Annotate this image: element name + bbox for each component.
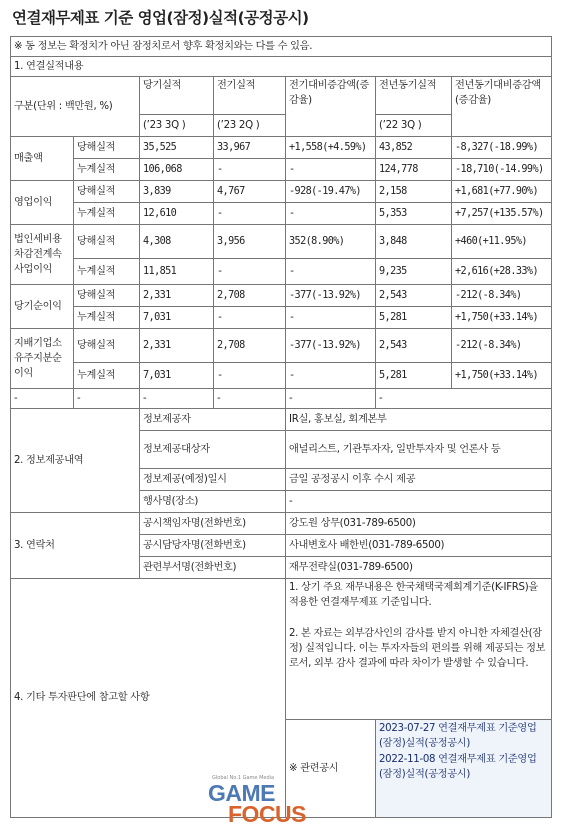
value-cell: -: [214, 203, 286, 225]
value-cell: +2,616(+28.33%): [452, 259, 552, 285]
value-cell: -8,327(-18.99%): [452, 137, 552, 159]
row-label: 지배기업소유주지분순이익: [11, 329, 74, 389]
info-value: 애널리스트, 기관투자자, 일반투자자 및 언론사 등: [286, 431, 552, 469]
contact-label: 공시책임자명(전화번호): [140, 513, 286, 535]
value-cell: 2,331: [140, 285, 214, 307]
section-1-title: 1. 연결실적내용: [11, 57, 552, 77]
period-cell: 누계실적: [74, 259, 140, 285]
dash-cell: -: [214, 389, 286, 409]
value-cell: 3,848: [376, 225, 452, 259]
contact-value: 강도원 상무(031-789-6500): [286, 513, 552, 535]
header-current: 당기실적: [140, 77, 214, 115]
dash-cell: -: [11, 389, 74, 409]
period-cell: 당해실적: [74, 137, 140, 159]
page-title: 연결재무제표 기준 영업(잠정)실적(공정공시): [12, 9, 309, 27]
info-value: 금일 공정공시 이후 수시 제공: [286, 469, 552, 491]
header-yoy-change: 전년동기대비증감액(증감율): [452, 77, 552, 137]
header-yoy-period: 전년동기실적: [376, 77, 452, 115]
value-cell: -377(-13.92%): [286, 329, 376, 363]
note-2: 2. 본 자료는 외부감사인의 감사를 받지 아니한 자체결산(잠정) 실적입니다. 이는 투자자들의 편의를 위해 제공되는 정보로서, 외부 감사 결과에 따라 차이가 발생할 수 있습니다.: [289, 627, 546, 670]
value-cell: 5,281: [376, 307, 452, 329]
related-link-2[interactable]: 2022-11-08 연결재무제표 기준영업(잠정)실적(공정공시): [379, 753, 537, 780]
period-cell: 누계실적: [74, 159, 140, 181]
value-cell: -: [286, 307, 376, 329]
notice-text: ※ 동 정보는 확정치가 아닌 잠정치로서 향후 확정치와는 다를 수 있음.: [11, 37, 552, 57]
info-label: 정보제공대상자: [140, 431, 286, 469]
contact-value: 사내변호사 배한빈(031-789-6500): [286, 535, 552, 557]
value-cell: 43,852: [376, 137, 452, 159]
notes-cell: [286, 579, 552, 720]
dash-cell: -: [140, 389, 214, 409]
value-cell: 11,851: [140, 259, 214, 285]
value-cell: -212(-8.34%): [452, 329, 552, 363]
section-2-title: 2. 정보제공내역: [11, 409, 140, 513]
contact-value: 재무전략실(031-789-6500): [286, 557, 552, 579]
value-cell: +1,750(+33.14%): [452, 363, 552, 389]
note-1: 1. 상기 주요 재무내용은 한국채택국제회계기준(K-IFRS)을 적용한 연결재무제표 기준입니다.: [289, 582, 538, 609]
period-cell: 당해실적: [74, 225, 140, 259]
value-cell: -212(-8.34%): [452, 285, 552, 307]
header-category: 구분(단위 : 백만원, %): [11, 77, 140, 137]
value-cell: 35,525: [140, 137, 214, 159]
value-cell: -: [214, 363, 286, 389]
value-cell: -18,710(-14.99%): [452, 159, 552, 181]
value-cell: 4,308: [140, 225, 214, 259]
value-cell: +7,257(+135.57%): [452, 203, 552, 225]
value-cell: -928(-19.47%): [286, 181, 376, 203]
related-label: ※ 관련공시: [286, 720, 376, 818]
value-cell: 2,158: [376, 181, 452, 203]
value-cell: 5,281: [376, 363, 452, 389]
period-cell: 누계실적: [74, 307, 140, 329]
dash-cell: -: [74, 389, 140, 409]
dash-cell: -: [376, 389, 552, 409]
value-cell: 12,610: [140, 203, 214, 225]
period-cell: 당해실적: [74, 285, 140, 307]
header-qoq-change: 전기대비증감액(증감율): [286, 77, 376, 137]
header-yoy-period-sub: (’22 3Q ): [376, 115, 452, 137]
value-cell: 352(8.90%): [286, 225, 376, 259]
row-label: 당기순이익: [11, 285, 74, 329]
value-cell: +1,681(+77.90%): [452, 181, 552, 203]
header-previous-period: (’23 2Q ): [214, 115, 286, 137]
value-cell: -: [286, 203, 376, 225]
row-label: 영업이익: [11, 181, 74, 225]
related-disclosures: [376, 720, 552, 818]
period-cell: 누계실적: [74, 203, 140, 225]
watermark-tagline: Global No.1 Game Media: [212, 775, 275, 781]
value-cell: 4,767: [214, 181, 286, 203]
info-label: 정보제공(예정)일시: [140, 469, 286, 491]
value-cell: +1,750(+33.14%): [452, 307, 552, 329]
value-cell: 2,543: [376, 329, 452, 363]
value-cell: 7,031: [140, 307, 214, 329]
info-value: IR실, 홍보실, 회계본부: [286, 409, 552, 431]
header-previous: 전기실적: [214, 77, 286, 115]
contact-label: 공시담당자명(전화번호): [140, 535, 286, 557]
value-cell: +1,558(+4.59%): [286, 137, 376, 159]
watermark-word-game: GAME: [208, 780, 275, 806]
value-cell: 5,353: [376, 203, 452, 225]
related-link-1[interactable]: 2023-07-27 연결재무제표 기준영업(잠정)실적(공정공시): [379, 723, 537, 750]
section-4-title: 4. 기타 투자판단에 참고할 사항: [11, 579, 286, 818]
dash-cell: -: [286, 389, 376, 409]
value-cell: 33,967: [214, 137, 286, 159]
value-cell: -: [214, 159, 286, 181]
value-cell: -: [286, 363, 376, 389]
row-label: 매출액: [11, 137, 74, 181]
value-cell: 3,956: [214, 225, 286, 259]
contact-label: 관련부서명(전화번호): [140, 557, 286, 579]
watermark-word-focus: FOCUS: [228, 801, 306, 827]
value-cell: +460(+11.95%): [452, 225, 552, 259]
value-cell: 106,068: [140, 159, 214, 181]
period-cell: 당해실적: [74, 181, 140, 203]
info-label: 정보제공자: [140, 409, 286, 431]
value-cell: 2,543: [376, 285, 452, 307]
row-label: 법인세비용차감전계속사업이익: [11, 225, 74, 285]
value-cell: 124,778: [376, 159, 452, 181]
period-cell: 당해실적: [74, 329, 140, 363]
value-cell: -: [214, 259, 286, 285]
value-cell: -: [214, 307, 286, 329]
value-cell: -: [286, 159, 376, 181]
info-value: -: [286, 491, 552, 513]
value-cell: 3,839: [140, 181, 214, 203]
disclosure-table: [10, 36, 552, 818]
info-label: 행사명(장소): [140, 491, 286, 513]
value-cell: 7,031: [140, 363, 214, 389]
value-cell: -: [286, 259, 376, 285]
value-cell: 2,331: [140, 329, 214, 363]
period-cell: 누계실적: [74, 363, 140, 389]
value-cell: 9,235: [376, 259, 452, 285]
header-current-period: (’23 3Q ): [140, 115, 214, 137]
value-cell: -377(-13.92%): [286, 285, 376, 307]
section-3-title: 3. 연락처: [11, 513, 140, 579]
value-cell: 2,708: [214, 329, 286, 363]
value-cell: 2,708: [214, 285, 286, 307]
